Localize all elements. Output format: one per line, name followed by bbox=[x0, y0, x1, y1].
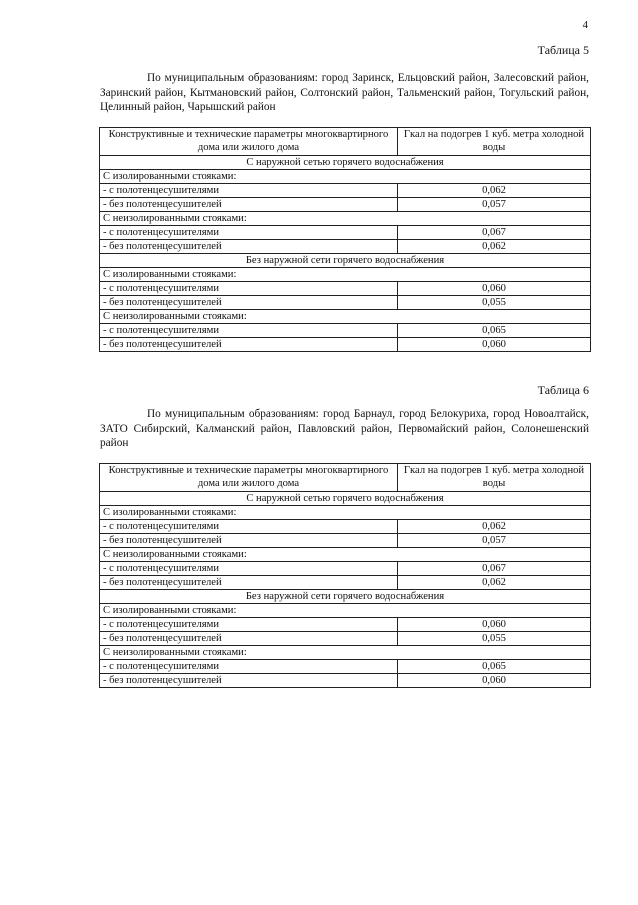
table-row bbox=[100, 632, 591, 646]
row-label: - без полотенцесушителей bbox=[100, 198, 398, 212]
group-row bbox=[100, 604, 591, 618]
group-row bbox=[100, 506, 591, 520]
table-row bbox=[100, 534, 591, 548]
row-value: 0,060 bbox=[398, 282, 591, 296]
row-value: 0,062 bbox=[398, 240, 591, 254]
table-row bbox=[100, 562, 591, 576]
row-value: 0,067 bbox=[398, 226, 591, 240]
table-row bbox=[100, 226, 591, 240]
group-title: С изолированными стояками: bbox=[100, 604, 591, 618]
table6-intro: По муниципальным образованиям: город Барнаул, город Белокуриха, город Новоалтайск, ЗАТО Сибирский, Калманский район, Павловский район, Первомайский район, Солонешенский район bbox=[100, 408, 589, 449]
row-value: 0,057 bbox=[398, 534, 591, 548]
section-row bbox=[100, 254, 591, 268]
section-title: С наружной сетью горячего водоснабжения bbox=[100, 492, 591, 506]
group-title: С изолированными стояками: bbox=[100, 506, 591, 520]
table-row bbox=[100, 674, 591, 688]
table-header-row bbox=[100, 128, 591, 156]
table5 bbox=[99, 127, 591, 352]
row-label: - без полотенцесушителей bbox=[100, 534, 398, 548]
table5-intro: По муниципальным образованиям: город Заринск, Ельцовский район, Залесовский район, Заринский район, Кытмановский район, Солтонский район, Тальменский район, Тогульский район, Целинный район, Чарышский район bbox=[100, 72, 589, 113]
row-label: - с полотенцесушителями bbox=[100, 618, 398, 632]
group-row bbox=[100, 548, 591, 562]
table-row bbox=[100, 576, 591, 590]
row-label: - с полотенцесушителями bbox=[100, 520, 398, 534]
header-gcal: Гкал на подогрев 1 куб. метра холодной воды bbox=[398, 464, 591, 492]
row-label: - без полотенцесушителей bbox=[100, 338, 398, 352]
section-row bbox=[100, 156, 591, 170]
table-row bbox=[100, 240, 591, 254]
table-row bbox=[100, 282, 591, 296]
row-value: 0,060 bbox=[398, 338, 591, 352]
group-row bbox=[100, 646, 591, 660]
row-label: - без полотенцесушителей bbox=[100, 296, 398, 310]
row-value: 0,062 bbox=[398, 184, 591, 198]
section-title: Без наружной сети горячего водоснабжения bbox=[100, 590, 591, 604]
table-row bbox=[100, 198, 591, 212]
group-title: С неизолированными стояками: bbox=[100, 212, 591, 226]
header-parameters: Конструктивные и технические параметры многоквартирного дома или жилого дома bbox=[100, 464, 398, 492]
page-number: 4 bbox=[582, 19, 588, 31]
table5-label: Таблица 5 bbox=[537, 43, 589, 57]
section-title: Без наружной сети горячего водоснабжения bbox=[100, 254, 591, 268]
row-value: 0,055 bbox=[398, 632, 591, 646]
row-label: - с полотенцесушителями bbox=[100, 226, 398, 240]
table6-label: Таблица 6 bbox=[537, 383, 589, 397]
section-row bbox=[100, 492, 591, 506]
section-title: С наружной сетью горячего водоснабжения bbox=[100, 156, 591, 170]
group-title: С неизолированными стояками: bbox=[100, 310, 591, 324]
group-row bbox=[100, 212, 591, 226]
table-row bbox=[100, 296, 591, 310]
table-row bbox=[100, 618, 591, 632]
row-label: - с полотенцесушителями bbox=[100, 324, 398, 338]
group-row bbox=[100, 170, 591, 184]
table-row bbox=[100, 324, 591, 338]
row-value: 0,060 bbox=[398, 618, 591, 632]
row-value: 0,065 bbox=[398, 324, 591, 338]
table-row bbox=[100, 338, 591, 352]
row-label: - с полотенцесушителями bbox=[100, 282, 398, 296]
row-value: 0,065 bbox=[398, 660, 591, 674]
table6 bbox=[99, 463, 591, 688]
row-value: 0,060 bbox=[398, 674, 591, 688]
row-label: - без полотенцесушителей bbox=[100, 240, 398, 254]
row-value: 0,057 bbox=[398, 198, 591, 212]
row-label: - с полотенцесушителями bbox=[100, 660, 398, 674]
group-title: С неизолированными стояками: bbox=[100, 646, 591, 660]
table-header-row bbox=[100, 464, 591, 492]
section-row bbox=[100, 590, 591, 604]
row-label: - с полотенцесушителями bbox=[100, 184, 398, 198]
group-title: С изолированными стояками: bbox=[100, 170, 591, 184]
table-row bbox=[100, 520, 591, 534]
row-label: - без полотенцесушителей bbox=[100, 674, 398, 688]
row-value: 0,062 bbox=[398, 520, 591, 534]
row-label: - без полотенцесушителей bbox=[100, 632, 398, 646]
header-gcal: Гкал на подогрев 1 куб. метра холодной воды bbox=[398, 128, 591, 156]
header-parameters: Конструктивные и технические параметры многоквартирного дома или жилого дома bbox=[100, 128, 398, 156]
row-value: 0,055 bbox=[398, 296, 591, 310]
row-value: 0,062 bbox=[398, 576, 591, 590]
group-row bbox=[100, 268, 591, 282]
row-value: 0,067 bbox=[398, 562, 591, 576]
table-row bbox=[100, 660, 591, 674]
group-title: С изолированными стояками: bbox=[100, 268, 591, 282]
row-label: - с полотенцесушителями bbox=[100, 562, 398, 576]
group-row bbox=[100, 310, 591, 324]
row-label: - без полотенцесушителей bbox=[100, 576, 398, 590]
group-title: С неизолированными стояками: bbox=[100, 548, 591, 562]
table-row bbox=[100, 184, 591, 198]
